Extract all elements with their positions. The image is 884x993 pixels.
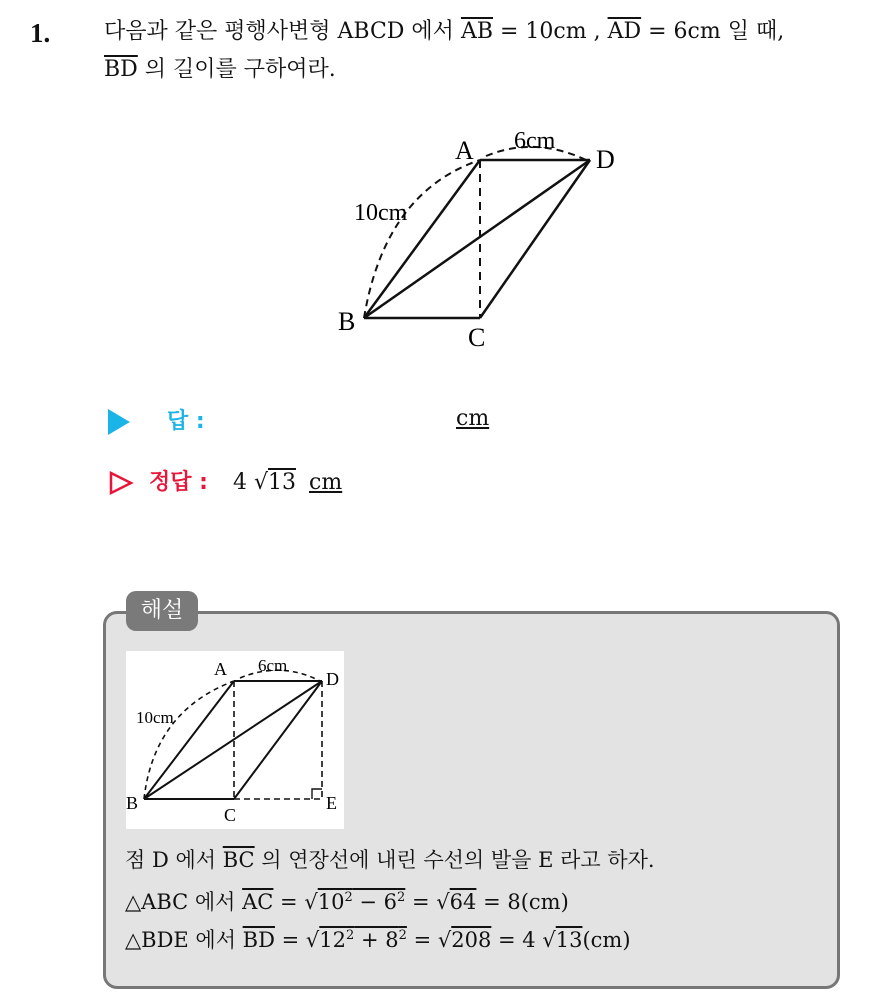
- correct-answer-label: 정답 :: [149, 470, 208, 495]
- question-text: = 10cm ,: [493, 19, 608, 44]
- result: = 8(cm): [476, 890, 569, 914]
- side-ab: [364, 160, 480, 318]
- sqrt-sign: √: [253, 470, 268, 495]
- outline-triangle-icon: [108, 470, 134, 496]
- term: 12: [319, 928, 347, 952]
- solution-figure: [126, 651, 344, 829]
- parallelogram-figure: [330, 122, 630, 352]
- question-text: 의 길이를 구하여라.: [137, 57, 336, 82]
- solution-text: △ABC 에서: [125, 890, 243, 914]
- sqrt-sign: √: [436, 890, 450, 914]
- solution-text: △BDE 에서: [125, 928, 243, 952]
- diagonal-bd: [364, 160, 590, 318]
- vertex-c: C: [468, 323, 486, 352]
- result: (cm): [582, 928, 631, 952]
- solution-tag: 해설: [126, 591, 198, 631]
- segment-ac: $\overline{AC}$: [242, 890, 274, 914]
- sol-vertex-e: E: [326, 793, 337, 813]
- answer-unit: cm: [456, 406, 490, 431]
- equals: =: [405, 890, 437, 914]
- exponent: 2: [344, 890, 353, 905]
- segment-bd: $\overline{BD}$: [242, 928, 275, 952]
- sqrt-sign: √: [305, 928, 320, 952]
- solution-text: 점 D 에서: [125, 848, 223, 872]
- sol-length-ad: 6cm: [258, 656, 288, 675]
- correct-unit: cm: [309, 470, 343, 495]
- radicand: 64: [449, 890, 477, 914]
- segment-ab: $\overline{AB}$: [460, 19, 493, 44]
- equals: =: [406, 928, 438, 952]
- length-ad: 6cm: [514, 128, 556, 154]
- length-ab: 10cm: [354, 200, 408, 226]
- correct-coef: 4: [232, 470, 247, 495]
- segment-ad: $\overline{AD}$: [607, 19, 642, 44]
- segment-bc: $\overline{BC}$: [222, 848, 255, 872]
- answer-row: [108, 404, 490, 435]
- radicand: 13: [555, 928, 583, 952]
- sol-vertex-c: C: [224, 805, 237, 825]
- result: = 4: [491, 928, 543, 952]
- solution-line-2: [125, 884, 569, 916]
- vertex-b: B: [338, 307, 356, 336]
- radicand: [319, 928, 407, 952]
- question-number: 1.: [30, 18, 51, 48]
- exponent: 2: [397, 890, 406, 905]
- radicand: 208: [451, 928, 492, 952]
- segment-bd: $\overline{BD}$: [104, 57, 138, 82]
- exponent: 2: [346, 928, 355, 943]
- sol-vertex-b: B: [126, 793, 139, 813]
- question-text: = 6cm 일 때,: [641, 19, 785, 44]
- equals: =: [273, 890, 305, 914]
- sol-length-ab: 10cm: [136, 708, 174, 727]
- side-cd: [480, 160, 590, 318]
- sol-vertex-a: A: [214, 659, 227, 679]
- correct-radicand: 13: [268, 470, 296, 495]
- sqrt-sign: √: [437, 928, 452, 952]
- exponent: 2: [398, 928, 407, 943]
- question-line-2: [104, 56, 336, 84]
- term: − 6: [352, 890, 398, 914]
- solution-line-1: [125, 846, 655, 874]
- sol-vertex-d: D: [326, 669, 339, 689]
- term: 10: [317, 890, 345, 914]
- equals: =: [274, 928, 306, 952]
- play-triangle-icon: [108, 409, 130, 435]
- vertex-a: A: [455, 136, 474, 165]
- radicand: [318, 890, 406, 914]
- sqrt-sign: √: [304, 890, 318, 914]
- correct-answer-row: [108, 465, 342, 496]
- question-text: 다음과 같은 평행사변형 ABCD 에서: [104, 19, 461, 44]
- question-line-1: [104, 18, 784, 46]
- term: + 8: [354, 928, 399, 952]
- sqrt-sign: √: [542, 928, 556, 952]
- answer-label: 답 :: [167, 409, 205, 434]
- vertex-d: D: [596, 145, 615, 174]
- solution-text: 의 연장선에 내린 수선의 발을 E 라고 하자.: [254, 848, 655, 872]
- solution-line-3: [125, 922, 631, 954]
